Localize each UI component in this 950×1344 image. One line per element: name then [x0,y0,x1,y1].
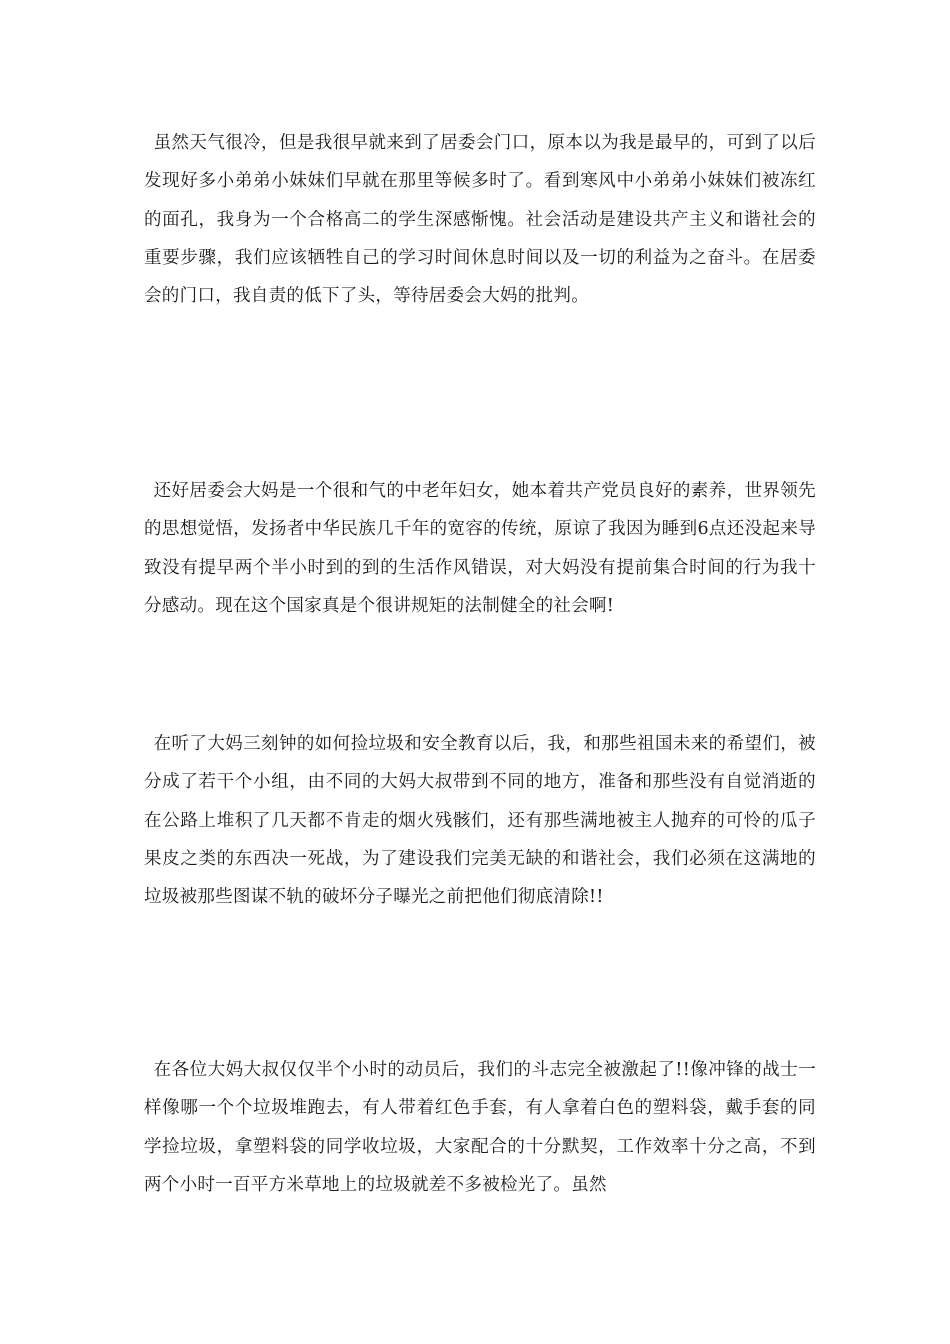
paragraph-4: 在各位大妈大叔仅仅半个小时的动员后，我们的斗志完全被激起了!!像冲锋的战士一样像哪一个个垃圾堆跑去，有人带着红色手套，有人拿着白色的塑料袋，戴手套的同学捡垃圾，拿塑料袋的同学收垃圾，大家配合的十分默契，工作效率十分之高，不到两个小时一百平方米草地上的垃圾就差不多被检光了。虽然 [144,1060,816,1195]
paragraph-2: 还好居委会大妈是一个很和气的中老年妇女，她本着共产党员良好的素养，世界领先的思想觉悟，发扬者中华民族几千年的宽容的传统，原谅了我因为睡到6点还没起来导致没有提早两个半小时到的到的生活作风错误，对大妈没有提前集合时间的行为我十分感动。现在这个国家真是个很讲规矩的法制健全的社会啊! [144,481,816,616]
paragraph-3: 在听了大妈三刻钟的如何捡垃圾和安全教育以后，我，和那些祖国未来的希望们，被分成了若干个小组，由不同的大妈大叔带到不同的地方，准备和那些没有自觉消逝的在公路上堆积了几天都不肯走的烟火残骸们，还有那些满地被主人抛弃的可怜的瓜子果皮之类的东西决一死战，为了建设我们完美无缺的和谐社会，我们必须在这满地的垃圾被那些图谋不轨的破坏分子曝光之前把他们彻底清除!! [144,734,816,908]
paragraph-1: 虽然天气很冷，但是我很早就来到了居委会门口，原本以为我是最早的，可到了以后发现好多小弟弟小妹妹们早就在那里等候多时了。看到寒风中小弟弟小妹妹们被冻红的面孔，我身为一个合格高二的学生深感惭愧。社会活动是建设共产主义和谐社会的重要步骤，我们应该牺牲自己的学习时间休息时间以及一切的利益为之奋斗。在居委会的门口，我自责的低下了头，等待居委会大妈的批判。 [144,133,816,307]
